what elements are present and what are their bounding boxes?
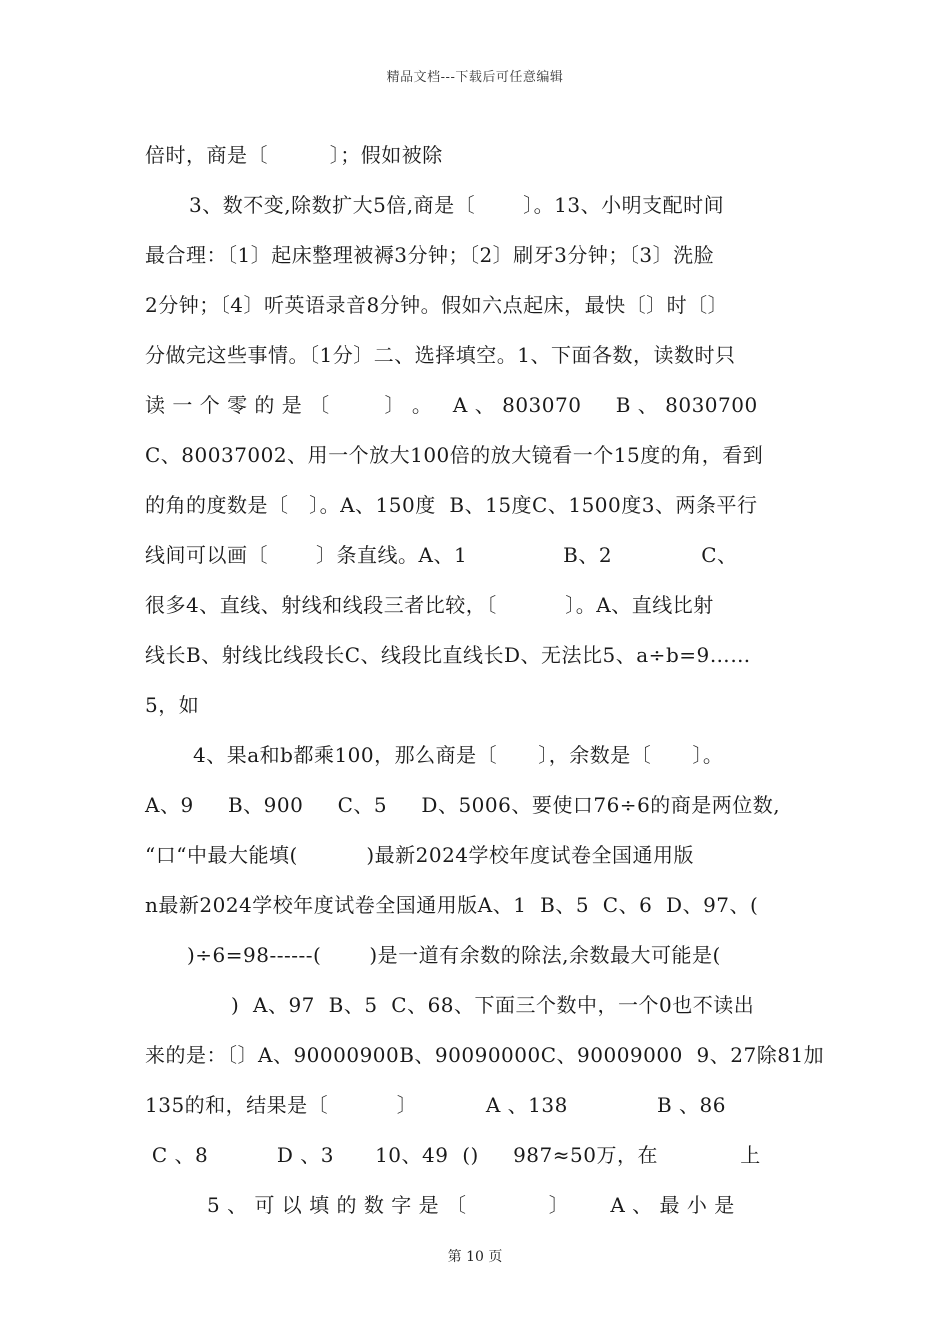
text-line-8: 的角的度数是〔 〕。A、150度 B、15度C、1500度3、两条平行 [145,493,758,517]
text-line-2: 3、数不变,除数扩大5倍,商是〔 〕。13、小明支配时间 [189,193,725,217]
text-line-15: “口“中最大能填( )最新2024学校年度试卷全国通用版 [145,843,695,867]
text-line-3: 最合理：〔1〕起床整理被褥3分钟；〔2〕刷牙3分钟；〔3〕洗脸 [145,243,715,267]
text-line-6: 读 一 个 零 的 是 〔 〕 。 A 、 803070 B 、 8030700 [145,393,758,417]
text-line-17: )÷6=98------( )是一道有余数的除法,余数最大可能是( [187,943,721,967]
text-line-1: 倍时，商是〔 〕；假如被除 [145,143,443,167]
text-line-7: C、80037002、用一个放大100倍的放大镜看一个15度的角，看到 [145,443,764,467]
text-line-5: 分做完这些事情。〔1分〕二、选择填空。1、下面各数，读数时只 [145,343,736,367]
text-line-18: ) A、97 B、5 C、68、下面三个数中，一个0也不读出 [231,993,755,1017]
text-line-13: 4、果a和b都乘100，那么商是〔 〕，余数是〔 〕。 [193,743,724,767]
page-number: 第 10 页 [447,1249,503,1265]
text-line-22: 5 、 可 以 填 的 数 字 是 〔 〕 A 、 最 小 是 [207,1193,735,1217]
document-body [145,130,845,1230]
text-line-11: 线长B、射线比线段长C、线段比直线长D、无法比5、a÷b=9…… [145,643,751,667]
text-line-20: 135的和，结果是〔 〕 A 、138 B 、86 [145,1093,726,1117]
text-line-4: 2分钟；〔4〕听英语录音8分钟。假如六点起床，最快〔〕时〔〕 [145,293,729,317]
text-line-12: 5，如 [145,693,200,717]
text-line-14: A、9 B、900 C、5 D、5006、要使口76÷6的商是两位数, [145,793,781,817]
text-line-21: C 、8 D 、3 10、49 () 987≈50万，在 上 [145,1143,761,1167]
text-line-16: n最新2024学校年度试卷全国通用版A、1 B、5 C、6 D、97、( [145,893,759,917]
text-line-19: 来的是：〔〕A、90000900B、90090000C、90009000 9、27除81加 [145,1043,825,1067]
page-header: 精品文档---下载后可任意编辑 [386,70,564,85]
text-line-9: 线间可以画〔 〕条直线。A、1 B、2 C、 [145,543,738,567]
text-line-10: 很多4、直线、射线和线段三者比较，〔 〕。A、直线比射 [145,593,714,617]
